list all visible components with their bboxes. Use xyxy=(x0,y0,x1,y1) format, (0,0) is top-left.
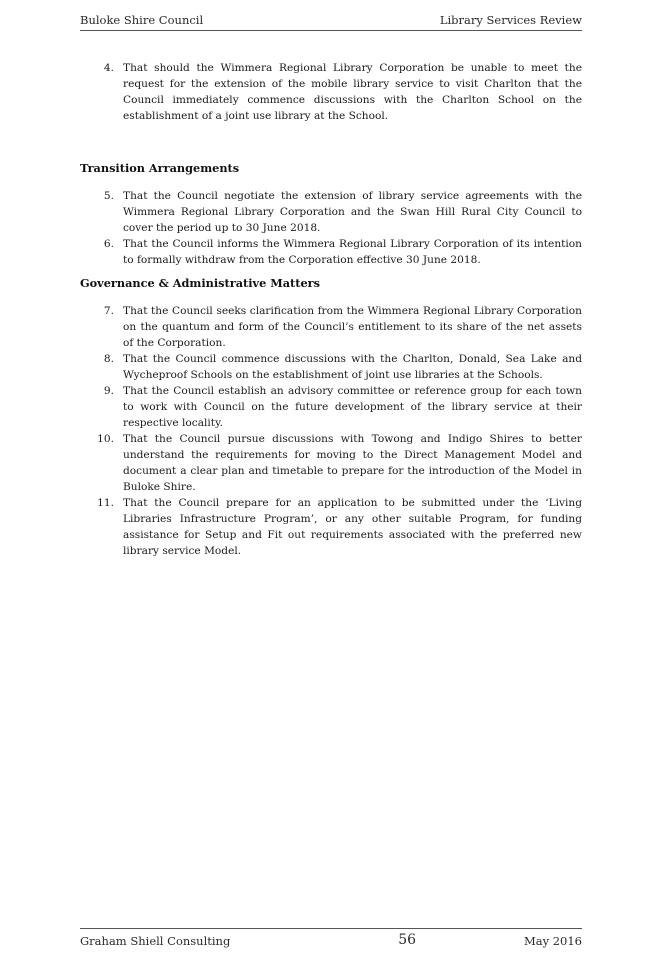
item-number: 8. xyxy=(103,353,114,365)
item-number: 7. xyxy=(103,305,114,317)
list-item xyxy=(80,431,582,495)
list-item xyxy=(80,383,582,431)
item-text: That the Council seeks clarification from the Wimmera Regional Library Corporation on the quantum and form of the Council’s entitlement to its share of the net assets of the Corporation. xyxy=(123,305,582,349)
item-text: That should the Wimmera Regional Library Corporation be unable to meet the request for the extension of the mobile library service to visit Charlton that the Council immediately commence discussions with the Charlton School on the establishment of a joint use library at the School. xyxy=(123,62,582,122)
item-number: 9. xyxy=(103,385,114,397)
item-text: That the Council prepare for an application to be submitted under the ‘Living Libraries Infrastructure Program’, or any other suitable Program, for funding assistance for Setup and Fit out requirements associated with the preferred new library service Model. xyxy=(123,497,582,557)
item-number: 6. xyxy=(103,238,114,250)
item-number: 10. xyxy=(97,433,114,445)
item-text: That the Council informs the Wimmera Regional Library Corporation of its intention to formally withdraw from the Corporation effective 30 June 2018. xyxy=(123,238,582,266)
page-header xyxy=(80,13,582,31)
page-content xyxy=(80,60,582,559)
list-item xyxy=(80,236,582,268)
page-number: 56 xyxy=(398,932,417,948)
footer-date: May 2016 xyxy=(523,934,582,948)
item-text: That the Council commence discussions with the Charlton, Donald, Sea Lake and Wycheproof Schools on the establishment of joint use libraries at the Schools. xyxy=(123,353,582,381)
list-item xyxy=(80,60,582,124)
list-item xyxy=(80,351,582,383)
section-heading: Governance & Administrative Matters xyxy=(80,276,320,290)
list-item xyxy=(80,495,582,559)
item-text: That the Council pursue discussions with Towong and Indigo Shires to better understand the requirements for moving to the Direct Management Model and document a clear plan and timetable to prepare for the introduction of the Model in Buloke Shire. xyxy=(123,433,582,493)
item-number: 11. xyxy=(97,497,114,509)
footer-author: Graham Shiell Consulting xyxy=(80,934,231,948)
page-footer xyxy=(80,928,582,948)
item-number: 5. xyxy=(103,190,114,202)
list-item xyxy=(80,303,582,351)
item-text: That the Council establish an advisory committee or reference group for each town to work with Council on the future development of the library service at their respective locality. xyxy=(123,385,582,429)
item-number: 4. xyxy=(103,62,114,74)
header-organization: Buloke Shire Council xyxy=(80,13,204,27)
item-text: That the Council negotiate the extension of library service agreements with the Wimmera Regional Library Corporation and the Swan Hill Rural City Council to cover the period up to 30 June 2018. xyxy=(123,190,582,234)
header-document-title: Library Services Review xyxy=(439,13,582,27)
list-item xyxy=(80,188,582,236)
section-heading: Transition Arrangements xyxy=(80,161,240,175)
